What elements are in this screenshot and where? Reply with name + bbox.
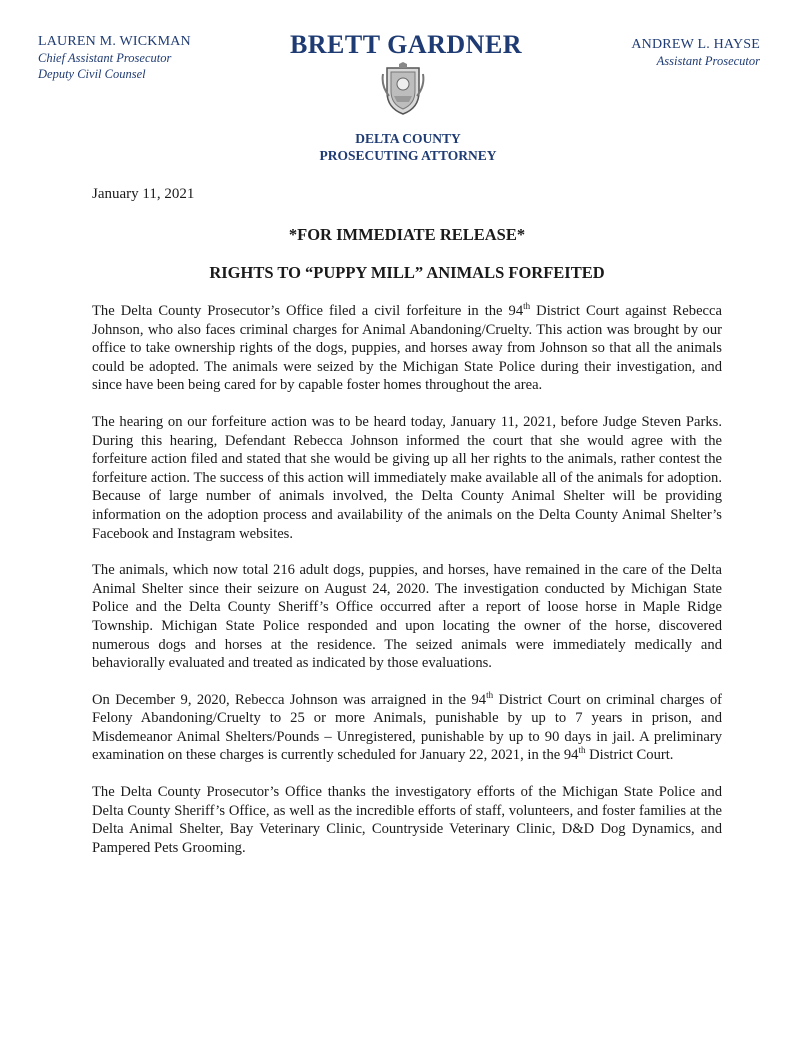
right-letterhead (631, 37, 760, 69)
paragraph-3: The animals, which now total 216 adult dogs, puppies, and horses, have remained in the care of the Delta Animal Shelter since their seizure on August 24, 2020. The investigation conducted by Michigan State Police and the Delta County Sheriff’s Office occurred after a report of loose horse in Maple Ridge Township. Michigan State Police responded and upon locating the owner of the horse, discovered numerous dogs and horses at the residence. The seized animals were immediately medically and behaviorally evaluated and treated as indicated by those evaluations. (92, 562, 722, 672)
paragraph-5: The Delta County Prosecutor’s Office thanks the investigatory efforts of the Michigan State Police and Delta County Sheriff’s Office, as well as the incredible efforts of staff, volunteers, and foster families at the Delta Animal Shelter, Bay Veterinary Clinic, Countryside Veterinary Clinic, D&D Dog Dynamics, and Pampered Pets Grooming. (92, 784, 722, 856)
left-name: LAUREN M. WICKMAN (38, 34, 191, 49)
right-title: Assistant Prosecutor (656, 54, 760, 68)
michigan-state-seal-icon (379, 62, 427, 116)
right-name: ANDREW L. HAYSE (631, 37, 760, 52)
release-date: January 11, 2021 (92, 186, 195, 202)
office-title (0, 130, 806, 164)
release-label: *FOR IMMEDIATE RELEASE* (288, 225, 526, 244)
headline: RIGHTS TO “PUPPY MILL” ANIMALS FORFEITED (209, 263, 605, 282)
office-line-1: DELTA COUNTY (355, 131, 461, 146)
paragraph-4: On December 9, 2020, Rebecca Johnson was arraigned in the 94th District Court on criminal charges of Felony Abandoning/Cruelty to 25 or more Animals, punishable by up to 7 years in prison, and Misdemeanor Animal Shelters/Pounds – Unregistered, punishable by up to 90 days in jail. A preliminary examination on these charges is currently scheduled for January 22, 2021, in the 94th District Court. (92, 689, 722, 764)
left-title-1: Chief Assistant Prosecutor (38, 51, 172, 65)
paragraph-2: The hearing on our forfeiture action was to be heard today, January 11, 2021, before Judge Steven Parks. During this hearing, Defendant Rebecca Johnson informed the court that she would agree with the forfeiture action filed and stated that she would be giving up all her rights to the animals, rather contest the forfeiture action. The success of this action will immediately make available all of the animals for adoption. Because of large number of animals involved, the Delta County Animal Shelter will be providing information on the adoption process and availability of the animals on the Delta County Animal Shelter’s Facebook and Instagram websites. (92, 413, 722, 542)
office-line-2: PROSECUTING ATTORNEY (319, 148, 497, 163)
prosecutor-name: BRETT GARDNER (289, 30, 523, 59)
left-title-2: Deputy Civil Counsel (38, 67, 146, 81)
body-text (92, 302, 722, 875)
paragraph-1: The Delta County Prosecutor’s Office filed a civil forfeiture in the 94th District Court against Rebecca Johnson, who also faces criminal charges for Animal Abandoning/Cruelty. This action was brought by our office to take ownership rights of the dogs, puppies, and horses away from Johnson so that all the animals could be adopted. The animals were seized by the Michigan State Police during their investigation, and since have been being cared for by capable foster homes throughout the area. (92, 301, 722, 394)
